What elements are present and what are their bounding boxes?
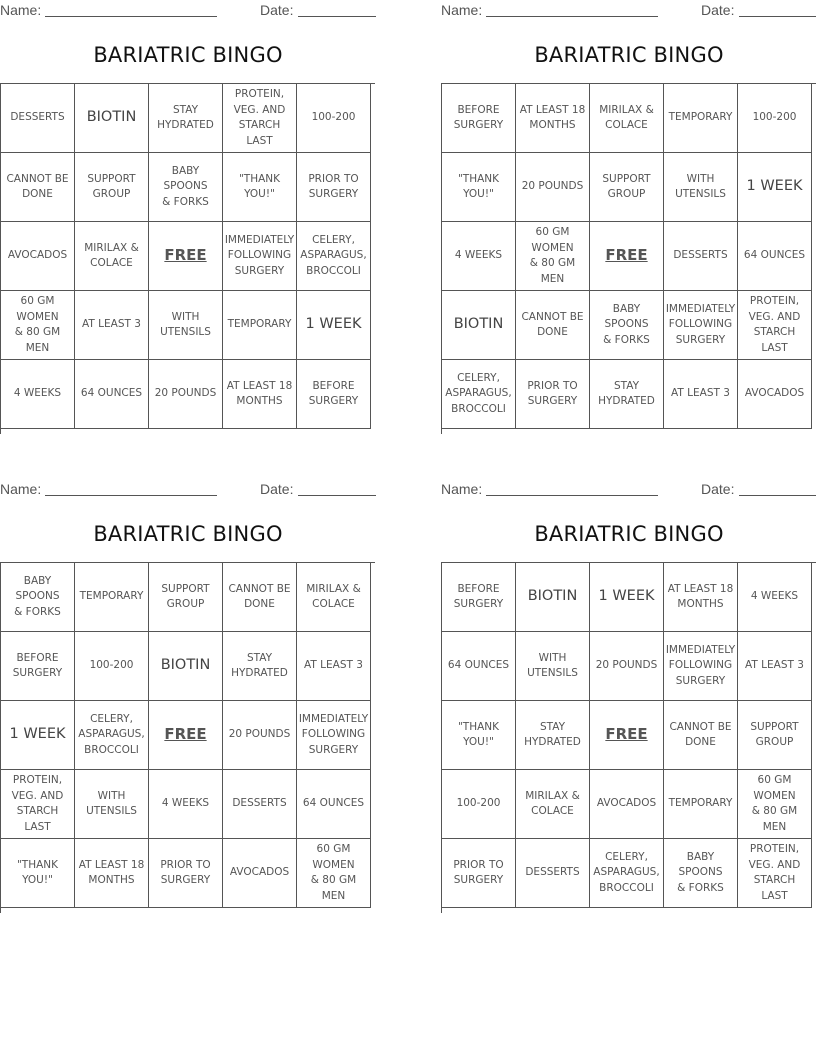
bingo-cell: DESSERTS bbox=[223, 770, 297, 839]
bingo-cell: 60 GM WOMEN & 80 GM MEN bbox=[516, 222, 590, 291]
card-title: BARIATRIC BINGO bbox=[93, 43, 283, 67]
bingo-cell: 20 POUNDS bbox=[516, 153, 590, 222]
bingo-cell: BEFORE SURGERY bbox=[297, 360, 371, 429]
bingo-cell: "THANK YOU!" bbox=[442, 701, 516, 770]
bingo-cell: "THANK YOU!" bbox=[223, 153, 297, 222]
bingo-cell: 60 GM WOMEN & 80 GM MEN bbox=[1, 291, 75, 360]
bingo-cell: AT LEAST 3 bbox=[664, 360, 738, 429]
bingo-cell: 20 POUNDS bbox=[590, 632, 664, 701]
bingo-cell: BABY SPOONS & FORKS bbox=[664, 839, 738, 908]
bingo-cell: IMMEDIATELY FOLLOWING SURGERY bbox=[297, 701, 371, 770]
bingo-cell: BIOTIN bbox=[75, 84, 149, 153]
name-label: Name: bbox=[0, 481, 42, 497]
bingo-grid bbox=[441, 562, 816, 913]
bingo-cell: BABY SPOONS & FORKS bbox=[590, 291, 664, 360]
bingo-cell: TEMPORARY bbox=[664, 770, 738, 839]
bingo-cell: CANNOT BE DONE bbox=[223, 563, 297, 632]
bingo-cell: STAY HYDRATED bbox=[149, 84, 223, 153]
bingo-cell: TEMPORARY bbox=[223, 291, 297, 360]
card-title: BARIATRIC BINGO bbox=[93, 522, 283, 546]
bingo-cell: 100-200 bbox=[442, 770, 516, 839]
bingo-cell: STAY HYDRATED bbox=[590, 360, 664, 429]
name-blank-line bbox=[486, 495, 658, 496]
bingo-cell: PROTEIN, VEG. AND STARCH LAST bbox=[1, 770, 75, 839]
date-blank-line bbox=[298, 495, 376, 496]
bingo-cell: WITH UTENSILS bbox=[664, 153, 738, 222]
date-label: Date: bbox=[260, 2, 294, 18]
name-blank-line bbox=[486, 16, 658, 17]
bingo-cell: 60 GM WOMEN & 80 GM MEN bbox=[738, 770, 812, 839]
bingo-cell: 64 OUNCES bbox=[297, 770, 371, 839]
bingo-cell: 60 GM WOMEN & 80 GM MEN bbox=[297, 839, 371, 908]
bingo-cell: BEFORE SURGERY bbox=[442, 563, 516, 632]
date-label: Date: bbox=[701, 2, 735, 18]
name-blank-line bbox=[45, 16, 217, 17]
bingo-cell: 64 OUNCES bbox=[75, 360, 149, 429]
bingo-cell: AT LEAST 3 bbox=[738, 632, 812, 701]
bingo-cell: PRIOR TO SURGERY bbox=[297, 153, 371, 222]
bingo-cell: STAY HYDRATED bbox=[516, 701, 590, 770]
bingo-cell: AVOCADOS bbox=[590, 770, 664, 839]
date-label: Date: bbox=[260, 481, 294, 497]
bingo-cell: 4 WEEKS bbox=[149, 770, 223, 839]
bingo-cell: CELERY, ASPARAGUS, BROCCOLI bbox=[75, 701, 149, 770]
bingo-cell: BIOTIN bbox=[442, 291, 516, 360]
bingo-cell: MIRILAX & COLACE bbox=[590, 84, 664, 153]
bingo-cell: 1 WEEK bbox=[590, 563, 664, 632]
bingo-cell: PROTEIN, VEG. AND STARCH LAST bbox=[738, 839, 812, 908]
bingo-cell: "THANK YOU!" bbox=[442, 153, 516, 222]
date-label: Date: bbox=[701, 481, 735, 497]
bingo-cell: MIRILAX & COLACE bbox=[75, 222, 149, 291]
bingo-cell: AT LEAST 3 bbox=[75, 291, 149, 360]
bingo-grid bbox=[0, 562, 375, 913]
date-blank-line bbox=[298, 16, 376, 17]
bingo-cell: "THANK YOU!" bbox=[1, 839, 75, 908]
name-date-row bbox=[0, 0, 376, 20]
bingo-cell: TEMPORARY bbox=[664, 84, 738, 153]
bingo-cell: AT LEAST 3 bbox=[297, 632, 371, 701]
bingo-cell: 64 OUNCES bbox=[738, 222, 812, 291]
bingo-cell: CANNOT BE DONE bbox=[1, 153, 75, 222]
free-space-cell: FREE bbox=[590, 701, 664, 770]
bingo-cell: IMMEDIATELY FOLLOWING SURGERY bbox=[223, 222, 297, 291]
bingo-cell: PROTEIN, VEG. AND STARCH LAST bbox=[738, 291, 812, 360]
bingo-cell: AT LEAST 18 MONTHS bbox=[664, 563, 738, 632]
name-label: Name: bbox=[441, 481, 483, 497]
bingo-cell: SUPPORT GROUP bbox=[590, 153, 664, 222]
bingo-cell: SUPPORT GROUP bbox=[75, 153, 149, 222]
bingo-cell: AVOCADOS bbox=[1, 222, 75, 291]
bingo-cell: AT LEAST 18 MONTHS bbox=[223, 360, 297, 429]
bingo-cell: WITH UTENSILS bbox=[516, 632, 590, 701]
bingo-cell: 20 POUNDS bbox=[223, 701, 297, 770]
bingo-cell: 100-200 bbox=[297, 84, 371, 153]
name-label: Name: bbox=[0, 2, 42, 18]
bingo-cell: CELERY, ASPARAGUS, BROCCOLI bbox=[590, 839, 664, 908]
bingo-cell: 20 POUNDS bbox=[149, 360, 223, 429]
bingo-cell: 1 WEEK bbox=[1, 701, 75, 770]
bingo-cell: IMMEDIATELY FOLLOWING SURGERY bbox=[664, 632, 738, 701]
bingo-cell: AVOCADOS bbox=[223, 839, 297, 908]
name-date-row bbox=[441, 479, 816, 499]
bingo-cell: BIOTIN bbox=[516, 563, 590, 632]
card-title: BARIATRIC BINGO bbox=[534, 522, 724, 546]
bingo-cell: AT LEAST 18 MONTHS bbox=[75, 839, 149, 908]
bingo-cell: PROTEIN, VEG. AND STARCH LAST bbox=[223, 84, 297, 153]
name-date-row bbox=[0, 479, 376, 499]
bingo-cell: CANNOT BE DONE bbox=[516, 291, 590, 360]
bingo-cell: WITH UTENSILS bbox=[149, 291, 223, 360]
free-space-cell: FREE bbox=[149, 222, 223, 291]
bingo-cell: DESSERTS bbox=[1, 84, 75, 153]
bingo-cell: MIRILAX & COLACE bbox=[516, 770, 590, 839]
bingo-cell: CELERY, ASPARAGUS, BROCCOLI bbox=[297, 222, 371, 291]
bingo-cell: PRIOR TO SURGERY bbox=[149, 839, 223, 908]
bingo-cell: BEFORE SURGERY bbox=[442, 84, 516, 153]
bingo-cell: SUPPORT GROUP bbox=[738, 701, 812, 770]
bingo-cell: WITH UTENSILS bbox=[75, 770, 149, 839]
bingo-grid bbox=[441, 83, 816, 434]
name-date-row bbox=[441, 0, 816, 20]
bingo-cell: AT LEAST 18 MONTHS bbox=[516, 84, 590, 153]
bingo-cell: BABY SPOONS & FORKS bbox=[1, 563, 75, 632]
free-space-cell: FREE bbox=[590, 222, 664, 291]
bingo-cell: CELERY, ASPARAGUS, BROCCOLI bbox=[442, 360, 516, 429]
bingo-cell: 64 OUNCES bbox=[442, 632, 516, 701]
bingo-cell: 4 WEEKS bbox=[442, 222, 516, 291]
bingo-grid bbox=[0, 83, 375, 434]
bingo-cell: IMMEDIATELY FOLLOWING SURGERY bbox=[664, 291, 738, 360]
bingo-cell: CANNOT BE DONE bbox=[664, 701, 738, 770]
name-label: Name: bbox=[441, 2, 483, 18]
name-blank-line bbox=[45, 495, 217, 496]
bingo-cell: MIRILAX & COLACE bbox=[297, 563, 371, 632]
bingo-cell: 1 WEEK bbox=[297, 291, 371, 360]
bingo-cell: DESSERTS bbox=[516, 839, 590, 908]
bingo-cell: DESSERTS bbox=[664, 222, 738, 291]
bingo-cell: 100-200 bbox=[75, 632, 149, 701]
bingo-cell: 100-200 bbox=[738, 84, 812, 153]
card-title: BARIATRIC BINGO bbox=[534, 43, 724, 67]
bingo-cell: BEFORE SURGERY bbox=[1, 632, 75, 701]
free-space-cell: FREE bbox=[149, 701, 223, 770]
bingo-cell: TEMPORARY bbox=[75, 563, 149, 632]
bingo-cell: BABY SPOONS & FORKS bbox=[149, 153, 223, 222]
date-blank-line bbox=[739, 16, 816, 17]
bingo-cell: PRIOR TO SURGERY bbox=[516, 360, 590, 429]
bingo-cell: 1 WEEK bbox=[738, 153, 812, 222]
bingo-cell: 4 WEEKS bbox=[1, 360, 75, 429]
bingo-cell: STAY HYDRATED bbox=[223, 632, 297, 701]
bingo-cell: BIOTIN bbox=[149, 632, 223, 701]
bingo-cell: AVOCADOS bbox=[738, 360, 812, 429]
bingo-cell: PRIOR TO SURGERY bbox=[442, 839, 516, 908]
bingo-cell: 4 WEEKS bbox=[738, 563, 812, 632]
bingo-cell: SUPPORT GROUP bbox=[149, 563, 223, 632]
date-blank-line bbox=[739, 495, 816, 496]
